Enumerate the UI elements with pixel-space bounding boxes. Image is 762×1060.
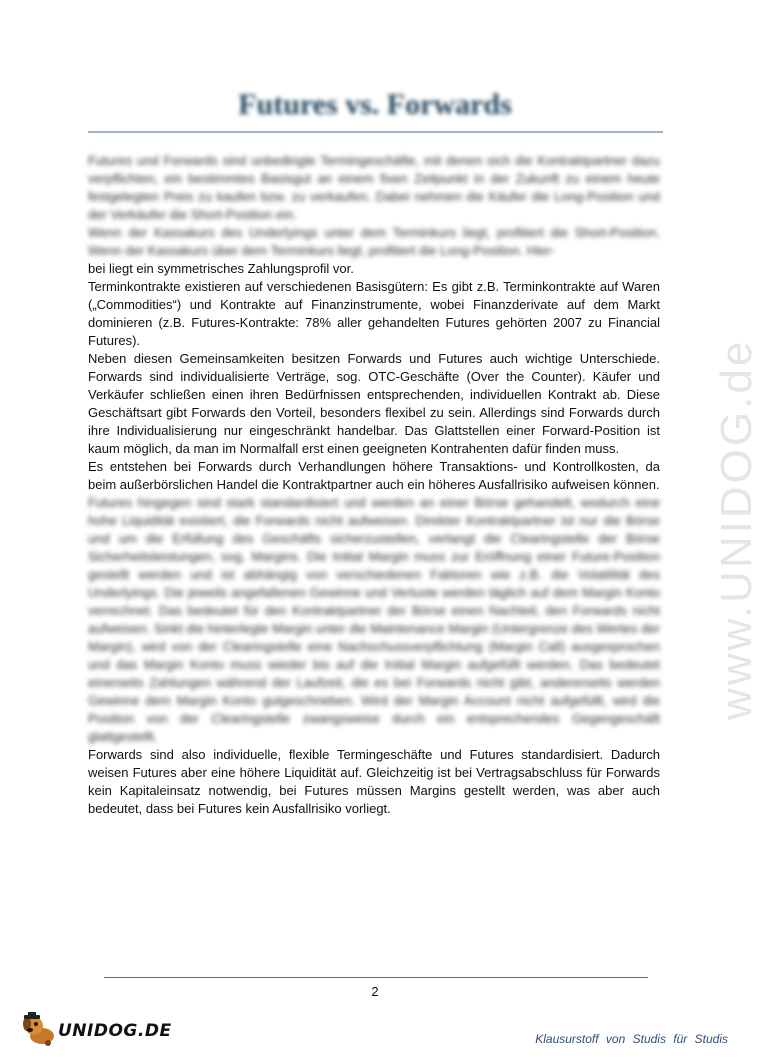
paragraph-fazit: Forwards sind also individuelle, flexible Termingeschäfte und Futures standardisiert. Dadurch weisen Futures aber eine höhere Liquidität auf. Gleichzeitig ist bei Vertragsabschluss für Forwards kein Kapitaleinsatz notwendig, bei Futures müssen Margins gestellt werden, was aber auch bedeutet, dass bei Futures kein Ausfallrisiko vorliegt.: [88, 747, 660, 816]
watermark-text: www.UNIDOG.de: [712, 338, 761, 720]
footer-tagline: Klausurstoff von Studis für Studis: [535, 1032, 728, 1046]
paragraph-kassakurs: Wenn der Kassakurs des Underlyings unter dem Terminkurs liegt, profitiert die Short-Position. Wenn der Kassakurs über dem Terminkurs liegt, profitiert die Long-Position. Hier-: [88, 225, 660, 258]
paragraph-terminkontrakte: Terminkontrakte existieren auf verschiedenen Basisgütern: Es gibt z.B. Terminkontrakte auf Waren („Commodities“) und Kontrakte auf Finanzinstrumente, wobei Finanzderivate auf dem Markt dominieren (z.B. Futures-Kontrakte: 78% aller gehandelten Futures gehörten 2007 zu Financial Futures).: [88, 279, 660, 348]
paragraph-futures-margins: Futures hingegen sind stark standardisiert und werden an einer Börse gehandelt, wodurch eine hohe Liquidität existiert, die Forwards nicht aufweisen. Direkter Kontraktpartner ist nur die Börse und um die Erfüllung des Geschäfts sicherzustellen, verlangt die Clearingstelle der Börse Sicherheitsleistungen, sog. Margins. Die Initial Margin muss zur Eröffnung einer Future-Position gestellt werden und ist abhängig von verschiedenen Faktoren wie z.B. die Volatilität des Underlyings. Die jeweils angefallenen Gewinne und Verluste werden täglich auf dem Margin Konto verrechnet. Das bedeutet für den Kontraktpartner der Börse einen Nachteil, den Forwards nicht aufweisen. Sinkt die hinterlegte Margin unter die Maintenance Margin (Untergrenze des Wertes der Margin), wird von der Clearingstelle eine Nachschussverpflichtung (Margin Call) ausgesprochen und das Margin Konto muss wieder bis auf die Initial Margin aufgefüllt werden. Das bedeutet einerseits Zahlungen während der Laufzeit, die es bei Forwards nicht gibt, andererseits werden Gewinne dem Margin Konto gutgeschrieben. Wird der Margin Account nicht aufgefüllt, wird die Position von der Clearingstelle zwangsweise durch ein entsprechendes Gegengeschäft glattgestellt.: [88, 495, 660, 744]
paragraph-zahlungsprofil: bei liegt ein symmetrisches Zahlungsprofil vor.: [88, 261, 354, 276]
paragraph-transaktionskosten: Es entstehen bei Forwards durch Verhandlungen höhere Transaktions- und Kontrollkosten, da beim außerbörslichen Handel die Kontraktpartner auch ein höheres Ausfallrisiko aufweisen können.: [88, 459, 660, 492]
document-body: [88, 152, 660, 818]
unidog-logo: [22, 1010, 182, 1050]
dog-icon: [22, 1012, 58, 1046]
paragraph-intro: Futures und Forwards sind unbedingte Termingeschäfte, mit denen sich die Kontraktpartner dazu verpflichten, ein bestimmtes Basisgut an einem fixen Zeitpunkt in der Zukunft zu einem heute festgelegten Preis zu kaufen bzw. zu verkaufen. Dabei nehmen die Käufer die Long-Position und der Verkäufer die Short-Position ein.: [88, 153, 660, 222]
paragraph-unterschiede: Neben diesen Gemeinsamkeiten besitzen Forwards und Futures auch wichtige Unterschiede. Forwards sind individualisierte Verträge, sog. OTC-Geschäfte (Over the Counter). Käufer und Verkäufer schließen einen ihren Bedürfnissen entsprechenden, individuellen Kontrakt ab. Diese Geschäftsart gibt Forwards den Vorteil, besonders flexibel zu sein. Allerdings sind Forwards durch ihre Individualisierung nur eingeschränkt handelbar. Das Glattstellen einer Forward-Position ist kaum möglich, da man im Normalfall erst einen geeigneten Kontrahenten dafür finden muss.: [88, 351, 660, 456]
page-number: 2: [371, 984, 379, 999]
title-divider: [88, 131, 663, 133]
footer-divider: [104, 977, 648, 978]
page-title: Futures vs. Forwards: [238, 88, 512, 121]
logo-text: UNIDOG.DE: [58, 1021, 172, 1041]
